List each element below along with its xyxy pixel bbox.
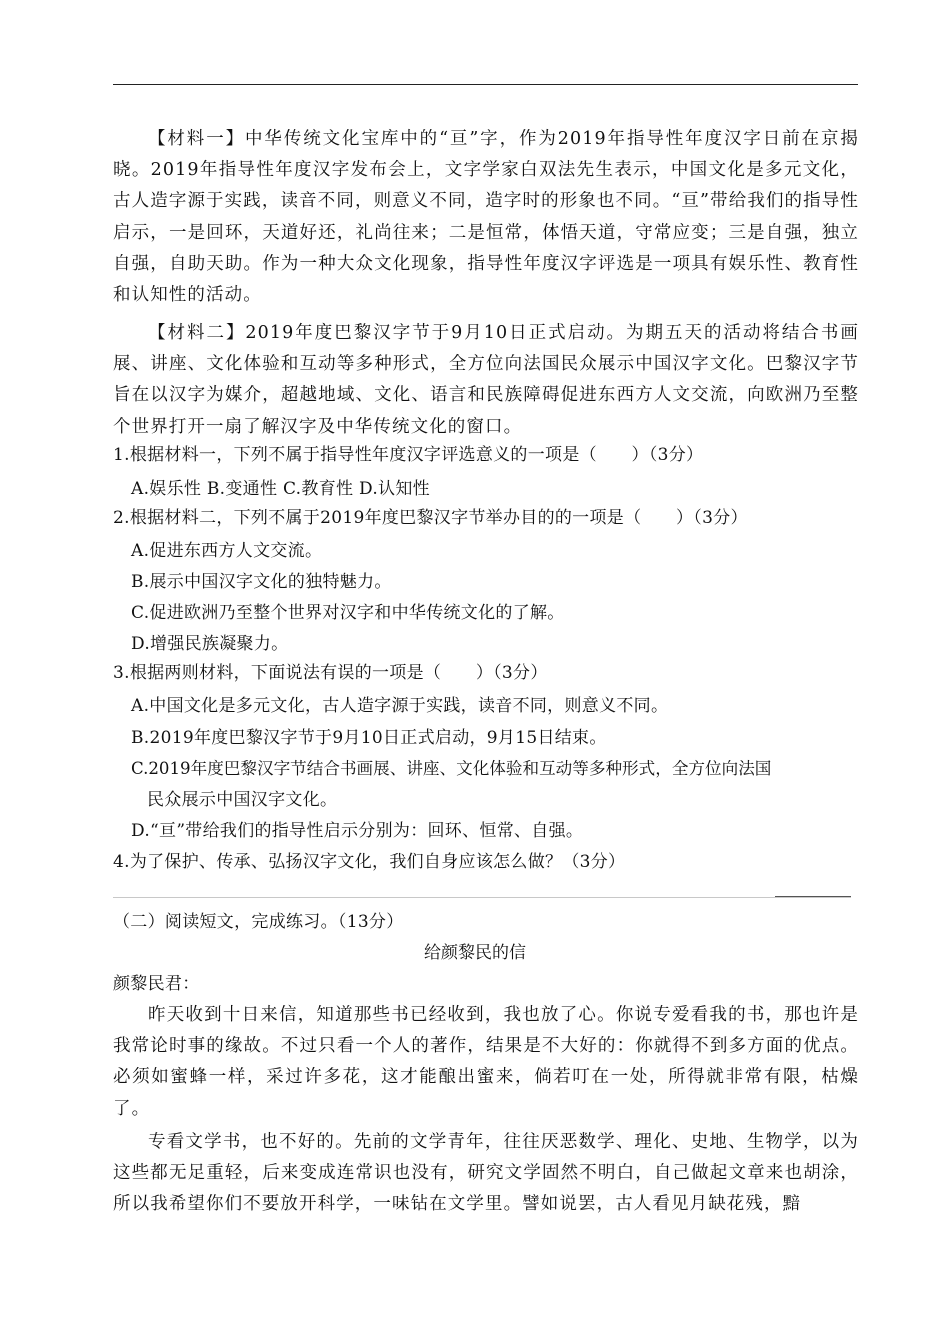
material-two: 【材料二】2019年度巴黎汉字节于9月10日正式启动。为期五天的活动将结合书画展、讲座、文化体验和互动等多种形式，全方位向法国民众展示中国汉字文化。巴黎汉字节旨在以汉字为媒介，超越地域、文化、语言和民族障碍促进东西方人文交流，向欧洲乃至整个世界打开一扇了解汉字及中华传统文化的窗口。 <box>113 323 859 437</box>
question-3-option-a: A.中国文化是多元文化，古人造字源于实践，读音不同，则意义不同。 <box>131 696 669 716</box>
question-2-option-c: C.促进欧洲乃至整个世界对汉字和中华传统文化的了解。 <box>131 603 565 623</box>
question-2-option-d: D.增强民族凝聚力。 <box>131 634 289 654</box>
answer-line <box>113 897 851 898</box>
header-rule <box>113 84 858 85</box>
question-2-option-a: A.促进东西方人文交流。 <box>131 541 323 561</box>
letter-paragraph-1: 昨天收到十日来信，知道那些书已经收到，我也放了心。你说专爱看我的书，那也许是我常论时事的缘故。不过只看一个人的著作，结果是不大好的：你就得不到多方面的优点。必须如蜜蜂一样，采过许多花，这才能酿出蜜来，倘若叮在一处，所得就非常有限，枯燥了。 <box>113 1005 859 1119</box>
question-2: 2.根据材料二，下列不属于2019年度巴黎汉字节举办目的的一项是（ ）（3分） <box>113 508 748 528</box>
question-4: 4.为了保护、传承、弘扬汉字文化，我们自身应该怎么做？（3分） <box>113 852 626 872</box>
section-two-heading: （二）阅读短文，完成练习。（13分） <box>113 912 404 932</box>
letter-paragraph-2: 专看文学书，也不好的。先前的文学青年，往往厌恶数学、理化、史地、生物学，以为这些都无足重轻，后来变成连常识也没有，研究文学固然不明白，自己做起文章来也胡涂，所以我希望你们不要放开科学，一味钻在文学里。譬如说罢，古人看见月缺花残，黯 <box>113 1132 859 1215</box>
question-3: 3.根据两则材料，下面说法有误的一项是（ ）（3分） <box>113 663 548 683</box>
material-one: 【材料一】中华传统文化宝库中的“亘”字，作为2019年指导性年度汉字日前在京揭晓。2019年指导性年度汉字发布会上，文字学家白双法先生表示，中国文化是多元文化，古人造字源于实践，读音不同，则意义不同，造字时的形象也不同。“亘”带给我们的指导性启示，一是回环，天道好还，礼尚往来；二是恒常，体悟天道，守常应变；三是自强，独立自强，自助天助。作为一种大众文化现象，指导性年度汉字评选是一项具有娱乐性、教育性和认知性的活动。 <box>113 129 859 306</box>
question-3-option-d: D.“亘”带给我们的指导性启示分别为：回环、恒常、自强。 <box>131 821 584 841</box>
question-1: 1.根据材料一，下列不属于指导性年度汉字评选意义的一项是（ ）（3分） <box>113 445 704 465</box>
question-3-option-c-continued: 民众展示中国汉字文化。 <box>147 790 338 810</box>
letter-title: 给颜黎民的信 <box>424 943 526 963</box>
letter-salutation: 颜黎民君： <box>113 974 200 994</box>
question-3-option-b: B.2019年度巴黎汉字节于9月10日正式启动，9月15日结束。 <box>131 728 607 748</box>
question-2-option-b: B.展示中国汉字文化的独特魅力。 <box>131 572 392 592</box>
question-1-options: A.娱乐性 B.变通性 C.教育性 D.认知性 <box>131 479 430 499</box>
answer-line-end <box>775 896 851 897</box>
question-3-option-c: C.2019年度巴黎汉字节结合书画展、讲座、文化体验和互动等多种形式，全方位向法国 <box>131 759 772 778</box>
